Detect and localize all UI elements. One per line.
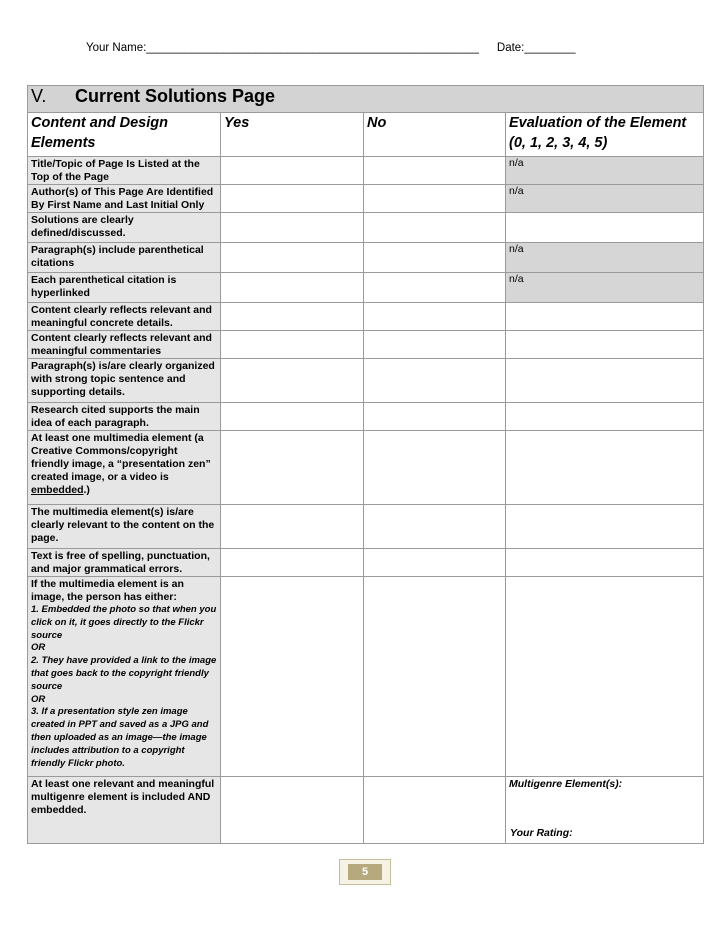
no-cell[interactable] <box>364 403 506 431</box>
evaluation-cell[interactable] <box>506 213 704 243</box>
table-row <box>28 303 704 331</box>
criterion-cell: The multimedia element(s) is/are clearly relevant to the content on the page. <box>28 505 221 549</box>
criterion-cell: Author(s) of This Page Are Identified By First Name and Last Initial Only <box>28 185 221 213</box>
evaluation-cell[interactable] <box>506 359 704 403</box>
evaluation-cell[interactable] <box>506 577 704 777</box>
section-number: V. <box>31 86 47 106</box>
column-header-no: No <box>364 113 506 157</box>
criterion-sub-item: 2. They have provided a link to the image that goes back to the copyright friendly source <box>31 655 217 692</box>
criterion-cell: Text is free of spelling, punctuation, and major grammatical errors. <box>28 549 221 577</box>
yes-cell[interactable] <box>221 431 364 505</box>
no-cell[interactable] <box>364 331 506 359</box>
criterion-cell: Research cited supports the main idea of each paragraph. <box>28 403 221 431</box>
page-number-box <box>339 859 391 885</box>
no-cell[interactable] <box>364 157 506 185</box>
table-row <box>28 577 704 777</box>
page-number: 5 <box>348 864 382 880</box>
table-row <box>28 403 704 431</box>
criterion-text-end: .) <box>83 484 90 496</box>
no-cell[interactable] <box>364 303 506 331</box>
criterion-cell: Paragraph(s) include parenthetical citations <box>28 243 221 273</box>
criterion-cell <box>28 431 221 505</box>
table-row <box>28 185 704 213</box>
section-title-text: Current Solutions Page <box>75 86 276 106</box>
no-cell[interactable] <box>364 777 506 844</box>
yes-cell[interactable] <box>221 273 364 303</box>
yes-cell[interactable] <box>221 359 364 403</box>
embedded-link[interactable]: embedded <box>31 484 84 496</box>
table-row <box>28 331 704 359</box>
criterion-cell: Content clearly reflects relevant and meaningful concrete details. <box>28 303 221 331</box>
multigenre-element-label: Multigenre Element(s): <box>509 778 623 790</box>
table-row <box>28 157 704 185</box>
criterion-sub-item: 3. If a presentation style zen image created in PPT and saved as a JPG and then uploaded as an image—the image includes attribution to a copyright friendly Flickr photo. <box>31 706 209 769</box>
yes-cell[interactable] <box>221 505 364 549</box>
criterion-cell: At least one relevant and meaningful multigenre element is included AND embedded. <box>28 777 221 844</box>
yes-cell[interactable] <box>221 185 364 213</box>
no-cell[interactable] <box>364 185 506 213</box>
column-header-yes: Yes <box>221 113 364 157</box>
criterion-cell: Content clearly reflects relevant and meaningful commentaries <box>28 331 221 359</box>
section-title-row <box>28 86 704 113</box>
yes-cell[interactable] <box>221 403 364 431</box>
no-cell[interactable] <box>364 431 506 505</box>
table-row <box>28 431 704 505</box>
table-row <box>28 777 704 844</box>
no-cell[interactable] <box>364 359 506 403</box>
criterion-sub-item: OR <box>31 693 46 705</box>
name-date-header <box>86 42 576 54</box>
date-field-label[interactable]: Date:________ <box>496 42 576 54</box>
table-row <box>28 505 704 549</box>
criterion-cell: Solutions are clearly defined/discussed. <box>28 213 221 243</box>
table-row <box>28 549 704 577</box>
name-field-label[interactable]: Your Name:____________________________________________________ <box>86 42 479 54</box>
criterion-cell: Paragraph(s) is/are clearly organized with strong topic sentence and supporting details. <box>28 359 221 403</box>
no-cell[interactable] <box>364 213 506 243</box>
criterion-sub-item: 1. Embedded the photo so that when you click on it, it goes directly to the Flickr source <box>31 604 217 641</box>
table-row <box>28 359 704 403</box>
criterion-cell: Title/Topic of Page Is Listed at the Top of the Page <box>28 157 221 185</box>
table-row <box>28 243 704 273</box>
evaluation-cell[interactable] <box>506 777 704 844</box>
yes-cell[interactable] <box>221 243 364 273</box>
evaluation-cell[interactable] <box>506 403 704 431</box>
evaluation-cell[interactable] <box>506 431 704 505</box>
your-rating-label: Your Rating: <box>510 827 573 839</box>
criterion-sub-item: OR <box>31 642 46 654</box>
section-title <box>28 86 704 113</box>
yes-cell[interactable] <box>221 303 364 331</box>
evaluation-cell[interactable] <box>506 303 704 331</box>
column-header-criteria: Content and Design Elements <box>28 113 221 157</box>
evaluation-cell: n/a <box>506 243 704 273</box>
evaluation-cell[interactable] <box>506 505 704 549</box>
no-cell[interactable] <box>364 505 506 549</box>
column-header-row <box>28 113 704 157</box>
criterion-cell: Each parenthetical citation is hyperlinked <box>28 273 221 303</box>
evaluation-cell[interactable] <box>506 549 704 577</box>
yes-cell[interactable] <box>221 577 364 777</box>
evaluation-cell: n/a <box>506 157 704 185</box>
no-cell[interactable] <box>364 273 506 303</box>
evaluation-cell: n/a <box>506 185 704 213</box>
yes-cell[interactable] <box>221 549 364 577</box>
no-cell[interactable] <box>364 549 506 577</box>
criterion-text: If the multimedia element is an image, the person has either: <box>31 578 184 603</box>
yes-cell[interactable] <box>221 777 364 844</box>
no-cell[interactable] <box>364 243 506 273</box>
yes-cell[interactable] <box>221 331 364 359</box>
table-row <box>28 213 704 243</box>
evaluation-cell: n/a <box>506 273 704 303</box>
table-row <box>28 273 704 303</box>
criterion-cell <box>28 577 221 777</box>
criterion-text: At least one multimedia element (a Creative Commons/copyright friendly image, a “presentation zen” created image, or a video is <box>31 432 211 483</box>
yes-cell[interactable] <box>221 157 364 185</box>
column-header-evaluation: Evaluation of the Element (0, 1, 2, 3, 4, 5) <box>506 113 704 157</box>
evaluation-cell[interactable] <box>506 331 704 359</box>
no-cell[interactable] <box>364 577 506 777</box>
rubric-table <box>27 85 704 844</box>
yes-cell[interactable] <box>221 213 364 243</box>
